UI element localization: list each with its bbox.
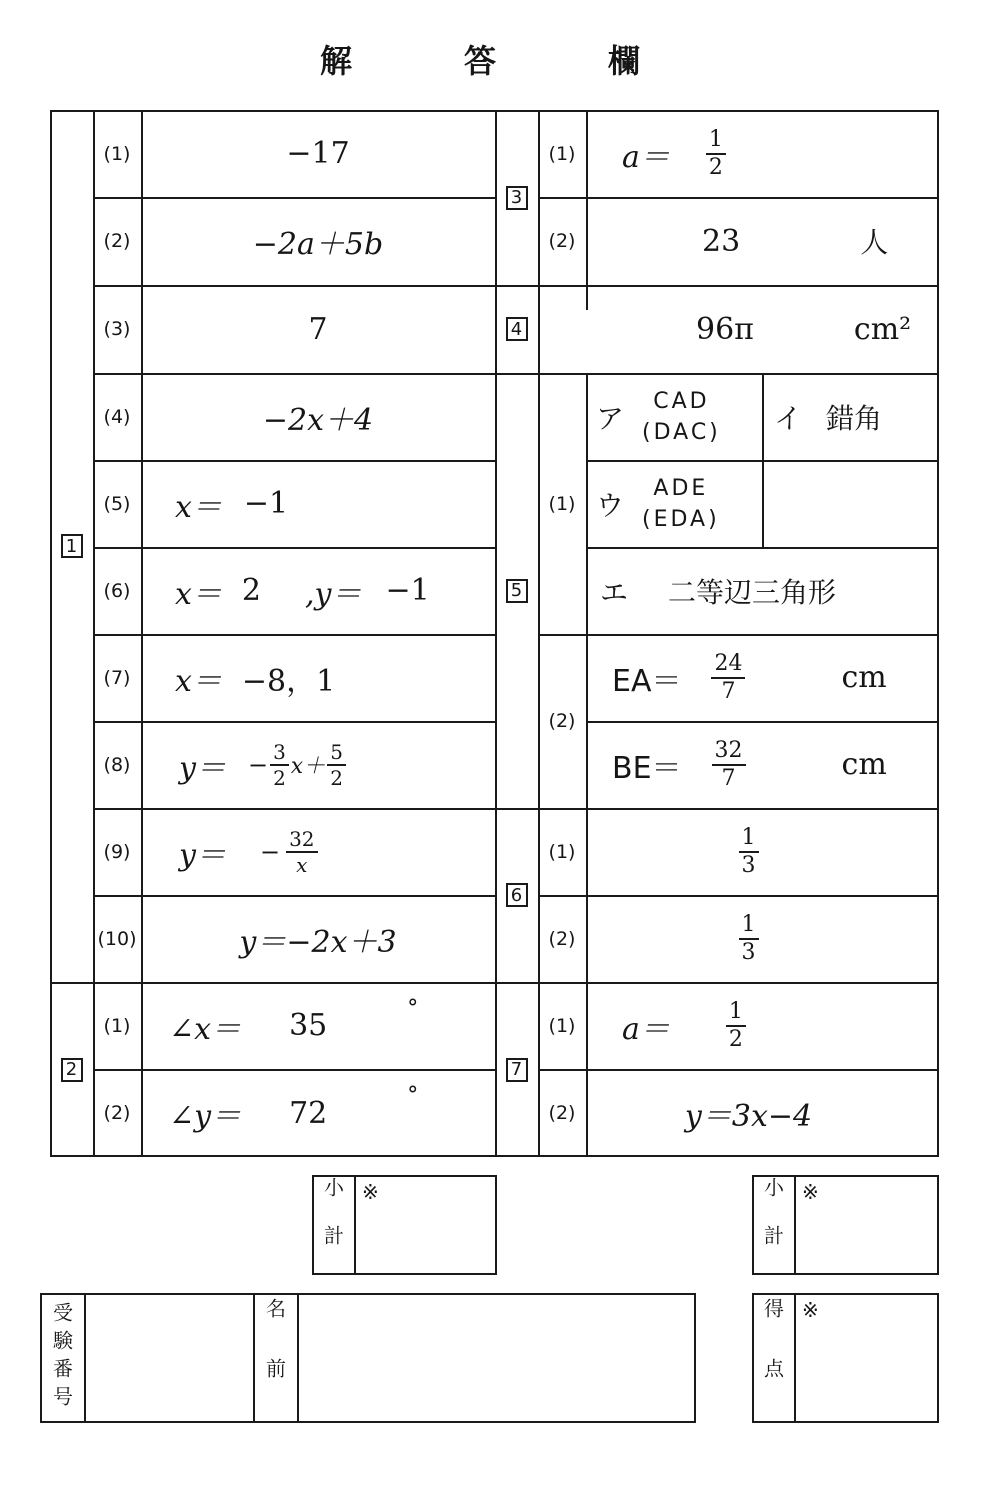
denominator: 2: [330, 765, 343, 790]
minus-sign: −: [259, 837, 281, 866]
answer-alt-value: (EDA): [642, 506, 720, 532]
answer-alt-value: (DAC): [642, 419, 721, 445]
denominator: 2: [728, 1026, 743, 1052]
answer-2-1: [141, 982, 495, 1069]
answer-value: ADE: [653, 475, 709, 501]
answer-value: −1: [385, 573, 430, 608]
answer-3-2: [586, 197, 939, 285]
minus-sign: −: [247, 750, 269, 779]
answer-1-4: −2x＋4: [262, 402, 374, 438]
fraction: [706, 126, 726, 180]
page-title: 解 答 欄: [319, 42, 680, 80]
answer-1-10: y＝−2x＋3: [239, 924, 397, 960]
numerator: 5: [327, 742, 346, 766]
answer-7-1: [586, 982, 939, 1069]
answer-lhs: y＝: [179, 837, 226, 873]
note-mark: ※: [802, 1180, 819, 1204]
numerator: 32: [712, 740, 746, 766]
question-number: (1): [103, 142, 131, 165]
unit-label: cm: [841, 747, 887, 782]
numerator: 3: [270, 742, 289, 766]
numerator: 1: [726, 1001, 746, 1027]
section-5-number: 5: [506, 579, 528, 603]
answer-lhs: x＝: [175, 489, 222, 525]
answer-2-2: [141, 1069, 495, 1157]
question-number: (2): [103, 230, 131, 252]
section-4-number: 4: [506, 317, 528, 341]
denominator: x: [296, 852, 308, 877]
answer-lhs: y＝: [179, 750, 226, 786]
subtotal-label: 小計: [320, 1177, 345, 1273]
answer-value: 二等辺三角形: [668, 575, 837, 609]
question-number: (1): [103, 1014, 131, 1037]
question-number: (2): [548, 710, 576, 732]
question-number: (1): [548, 142, 576, 165]
answer-1-8: [141, 721, 495, 808]
question-number: (3): [103, 318, 131, 340]
answer-7-2: y＝3x−4: [684, 1099, 813, 1134]
unit-label: cm²: [853, 311, 912, 347]
note-mark: ※: [362, 1180, 379, 1204]
denominator: 3: [741, 852, 756, 878]
answer-5-2-be: [586, 721, 939, 808]
exam-number-label: 受験番号: [49, 1302, 74, 1414]
fraction: [286, 826, 317, 877]
question-number: (2): [548, 927, 576, 950]
kana-label: ウ: [596, 488, 625, 522]
answer-value: 96π: [696, 311, 754, 347]
question-number: (4): [103, 405, 131, 428]
section-3-number: 3: [506, 186, 528, 210]
answer-lhs: EA＝: [612, 663, 682, 699]
question-number: (6): [103, 579, 131, 602]
term: x＋: [290, 754, 326, 779]
denominator: 7: [721, 678, 736, 704]
answer-1-5: [141, 460, 495, 547]
answer-lhs: a＝: [622, 139, 670, 175]
fraction: [327, 739, 346, 790]
answer-value: −1: [243, 486, 289, 521]
question-number: (9): [103, 840, 131, 863]
answer-6-1: [586, 808, 911, 895]
question-number: (2): [103, 1102, 131, 1124]
question-number: (10): [97, 927, 137, 950]
name-field[interactable]: [299, 1295, 694, 1421]
unit-label: 人: [860, 226, 889, 259]
question-number: (2): [548, 230, 576, 252]
section-6-number: 6: [506, 883, 528, 907]
answer-5-1-a: [586, 373, 762, 460]
section-1-number: 1: [61, 534, 83, 558]
numerator: 24: [711, 653, 745, 679]
answer-lhs: a＝: [622, 1011, 670, 1047]
subtotal-label: 小計: [760, 1177, 785, 1273]
question-number: (1): [548, 840, 576, 863]
answer-4: [538, 285, 939, 373]
answer-1-9: [141, 808, 495, 895]
unit-label: cm: [841, 660, 887, 695]
answer-1-3: 7: [308, 311, 328, 347]
denominator: 7: [721, 765, 736, 791]
kana-label: エ: [600, 575, 629, 609]
answer-6-2: [586, 895, 911, 982]
question-number: (1): [548, 1014, 576, 1037]
question-number: (1): [548, 492, 576, 515]
question-number: (8): [103, 753, 131, 776]
kana-label: イ: [774, 401, 803, 435]
answer-1-7: [141, 634, 495, 721]
numerator: 1: [739, 827, 759, 853]
numerator: 1: [706, 129, 726, 155]
answer-lhs: ∠x＝: [169, 1011, 242, 1047]
question-number: (2): [548, 1102, 576, 1124]
answer-5-1-i: [762, 373, 939, 460]
answer-1-6: [141, 547, 495, 634]
answer-3-1: [586, 110, 939, 197]
question-number: (5): [103, 492, 131, 515]
question-number: (7): [103, 666, 131, 689]
denominator: 2: [273, 765, 286, 790]
answer-lhs: x＝: [175, 576, 222, 612]
fraction: [711, 650, 745, 704]
note-mark: ※: [802, 1298, 819, 1322]
answer-value: 錯角: [826, 401, 883, 435]
denominator: 3: [741, 939, 756, 965]
fraction: [739, 824, 759, 878]
answer-lhs: BE＝: [612, 750, 682, 786]
answer-1-2: −2a＋5b: [252, 227, 384, 262]
answer-value: 35: [289, 1008, 328, 1043]
fraction: [712, 737, 746, 791]
answer-value: −8，1: [241, 663, 336, 699]
degree-unit: °: [407, 996, 419, 1021]
denominator: 2: [708, 154, 723, 180]
answer-lhs: ∠y＝: [169, 1099, 242, 1134]
numerator: 32: [286, 829, 317, 853]
answer-5-1-u: [586, 460, 762, 547]
kana-label: ア: [596, 401, 625, 435]
answer-value: 2: [241, 573, 262, 608]
section-7-number: 7: [506, 1058, 528, 1082]
fraction: [726, 998, 746, 1052]
answer-lhs: ,y＝: [305, 576, 362, 612]
numerator: 1: [739, 914, 759, 940]
fraction: [270, 739, 289, 790]
score-label: 得点: [760, 1298, 785, 1418]
answer-lhs: x＝: [175, 663, 222, 699]
section-2-number: 2: [61, 1058, 83, 1082]
answer-value: CAD: [653, 388, 710, 414]
exam-number-field[interactable]: [86, 1295, 252, 1421]
degree-unit: °: [407, 1083, 419, 1108]
answer-value: 23: [702, 223, 741, 259]
name-label: 名前: [262, 1298, 287, 1418]
answer-1-1: −17: [286, 136, 350, 171]
answer-5-2-ea: [586, 634, 939, 721]
answer-5-1-e: [586, 547, 939, 634]
fraction: [739, 911, 759, 965]
answer-value: 72: [289, 1095, 328, 1131]
